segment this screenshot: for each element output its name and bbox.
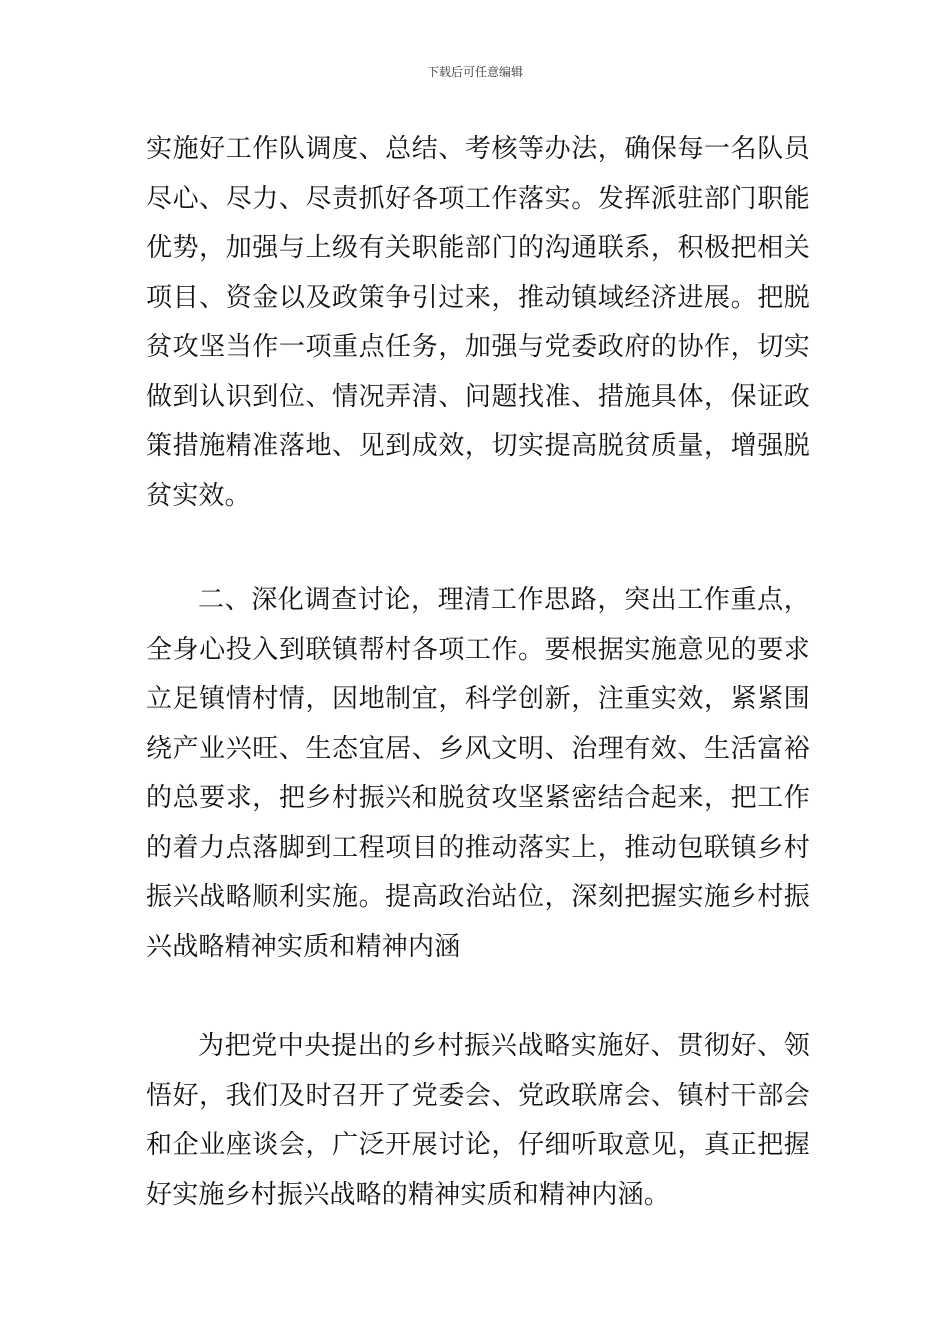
- paragraph-2: 二、深化调查讨论，理清工作思路，突出工作重点，全身心投入到联镇帮村各项工作。要根据实施意见的要求立足镇情村情，因地制宜，科学创新，注重实效，紧紧围绕产业兴旺、生态宜居、乡风文明、治理有效、生活富裕的总要求，把乡村振兴和脱贫攻坚紧密结合起来，把工作的着力点落脚到工程项目的推动落实上，推动包联镇乡村振兴战略顺利实施。提高政治站位，深刻把握实施乡村振兴战略精神实质和精神内涵: [146, 585, 810, 962]
- paragraph-1: 实施好工作队调度、总结、考核等办法，确保每一名队员尽心、尽力、尽责抓好各项工作落实。发挥派驻部门职能优势，加强与上级有关职能部门的沟通联系，积极把相关项目、资金以及政策争引过来，推动镇域经济进展。把脱贫攻坚当作一项重点任务，加强与党委政府的协作，切实做到认识到位、情况弄清、问题找准、措施具体，保证政策措施精准落地、见到成效，切实提高脱贫质量，增强脱贫实效。: [146, 134, 810, 511]
- page-header: 下载后可任意编辑: [426, 65, 523, 79]
- paragraph-3: 为把党中央提出的乡村振兴战略实施好、贯彻好、领悟好，我们及时召开了党委会、党政联席会、镇村干部会和企业座谈会，广泛开展讨论，仔细听取意见，真正把握好实施乡村振兴战略的精神实质和精神内涵。: [146, 1031, 810, 1210]
